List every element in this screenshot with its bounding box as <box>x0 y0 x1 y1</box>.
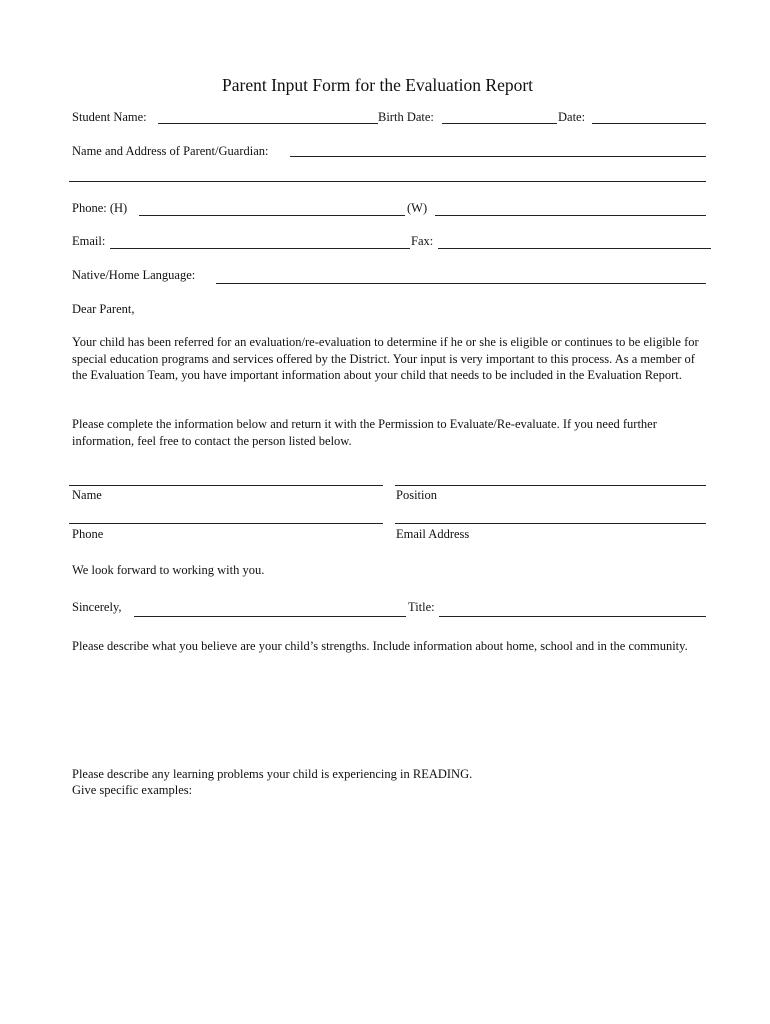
intro-paragraph: Your child has been referred for an evaluation/re-evaluation to determine if he or she is eligible or continues to be eligible for special education programs and services offered by the District. Your input is very important to this process. As a member of the Evaluation Team, you have important information about your child that needs to be included in the Evaluation Report. <box>72 335 699 382</box>
parent-guardian-field[interactable] <box>290 156 706 157</box>
phone-work-field[interactable] <box>435 215 706 216</box>
parent-address-field[interactable] <box>69 181 706 182</box>
email-field[interactable] <box>110 248 410 249</box>
instructions-paragraph: Please complete the information below and return it with the Permission to Evaluate/Re-evaluate. If you need further information, feel free to contact the person listed below. <box>72 417 657 448</box>
fax-label: Fax: <box>411 234 434 248</box>
contact-position-field[interactable] <box>395 485 706 486</box>
signer-title-label: Title: <box>408 600 435 614</box>
contact-phone-field[interactable] <box>69 523 383 524</box>
date-field[interactable] <box>592 123 706 124</box>
greeting: Dear Parent, <box>72 302 135 316</box>
signature-field[interactable] <box>134 616 406 617</box>
strengths-question: Please describe what you believe are your child’s strengths. Include information about home, school and in the community. <box>72 639 688 653</box>
contact-position-label: Position <box>396 488 437 502</box>
signer-title-field[interactable] <box>439 616 706 617</box>
reading-question: Please describe any learning problems your child is experiencing in READING. <box>72 767 473 781</box>
contact-email-label: Email Address <box>396 527 470 541</box>
page-title: Parent Input Form for the Evaluation Report <box>222 75 534 95</box>
contact-email-field[interactable] <box>395 523 706 524</box>
contact-name-field[interactable] <box>69 485 383 486</box>
student-name-label: Student Name: <box>72 110 147 124</box>
language-field[interactable] <box>216 283 706 284</box>
date-label: Date: <box>558 110 586 124</box>
phone-home-field[interactable] <box>139 215 405 216</box>
phone-work-label: (W) <box>407 201 428 215</box>
birth-date-field[interactable] <box>442 123 557 124</box>
parent-guardian-label: Name and Address of Parent/Guardian: <box>72 144 269 158</box>
contact-name-label: Name <box>72 488 102 502</box>
closing-text: We look forward to working with you. <box>72 563 265 577</box>
fax-field[interactable] <box>438 248 711 249</box>
language-label: Native/Home Language: <box>72 268 196 282</box>
email-label: Email: <box>72 234 106 248</box>
contact-phone-label: Phone <box>72 527 104 541</box>
phone-home-label: Phone: (H) <box>72 201 128 215</box>
sincerely-label: Sincerely, <box>72 600 122 614</box>
reading-question-examples: Give specific examples: <box>72 783 193 797</box>
student-name-field[interactable] <box>158 123 378 124</box>
birth-date-label: Birth Date: <box>378 110 434 124</box>
